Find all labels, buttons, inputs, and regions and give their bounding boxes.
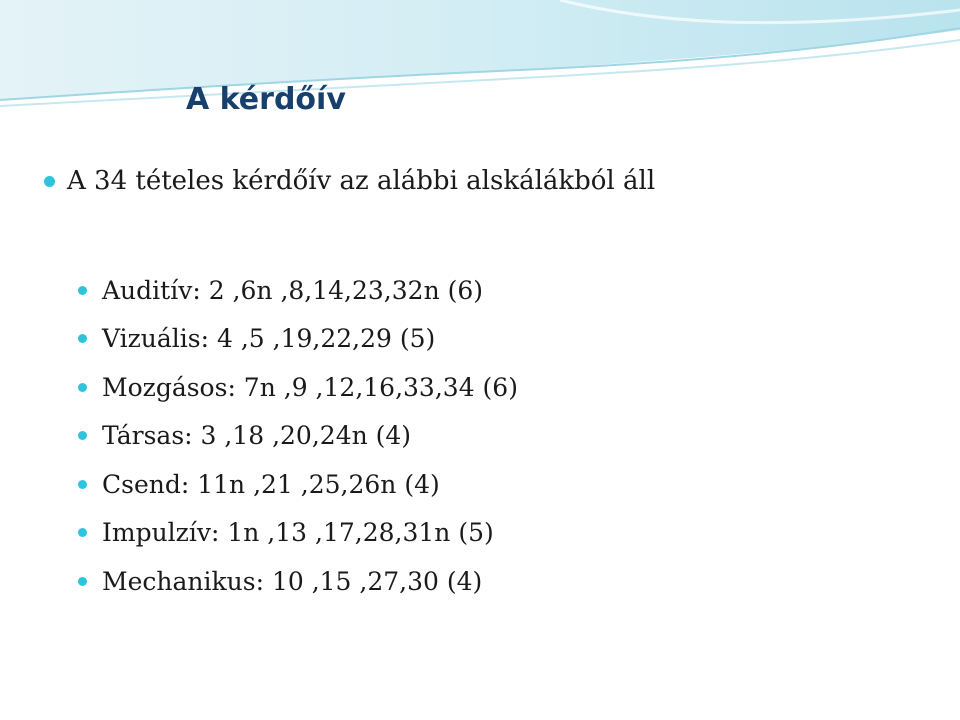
bullet-dot-icon [78,431,87,440]
bullet-dot-icon [78,528,87,537]
bullet-dot-icon [78,334,87,343]
bullet-dot-icon [44,176,55,187]
subscale-text: Auditív: 2 ,6n ,8,14,23,32n (6) [102,275,484,305]
bullet-dot-icon [78,577,87,586]
subscale-text: Csend: 11n ,21 ,25,26n (4) [102,469,440,499]
subscale-text: Mozgásos: 7n ,9 ,12,16,33,34 (6) [102,372,518,402]
bullet-dot-icon [78,383,87,392]
subscale-text: Mechanikus: 10 ,15 ,27,30 (4) [102,566,483,596]
subscale-item-vizualis [78,315,518,364]
bullet-dot-icon [78,480,87,489]
slide-title: A kérdőív [186,82,346,117]
subscale-item-csend [78,460,518,509]
header-wave-decoration [0,0,960,120]
subscale-list [78,266,518,606]
bullet-dot-icon [78,286,87,295]
subscale-item-auditiv [78,266,518,315]
subscale-text: Társas: 3 ,18 ,20,24n (4) [102,421,412,451]
subscale-item-mechanikus [78,557,518,606]
main-bullet-text: A 34 tételes kérdőív az alábbi alskálákból áll [67,166,656,196]
subscale-item-impulziv [78,509,518,558]
subscale-text: Vizuális: 4 ,5 ,19,22,29 (5) [102,324,436,354]
subscale-item-mozgasos [78,363,518,412]
subscale-text: Impulzív: 1n ,13 ,17,28,31n (5) [102,518,494,548]
main-bullet-point [44,166,655,196]
subscale-item-tarsas [78,412,518,461]
